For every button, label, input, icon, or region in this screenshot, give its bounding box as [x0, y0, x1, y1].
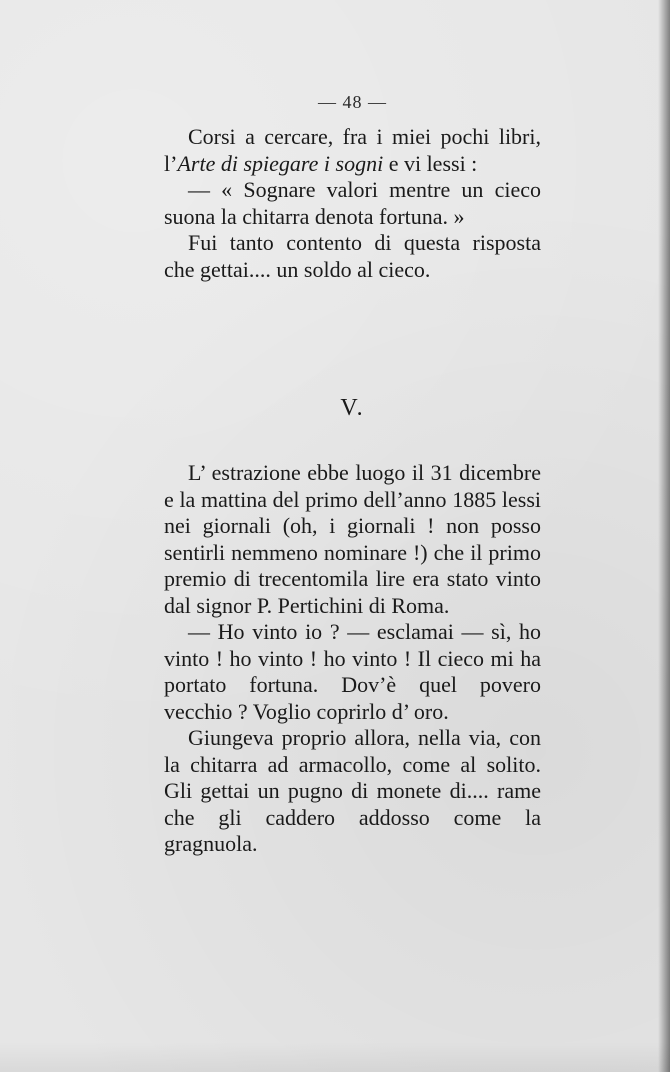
page-number: — 48 — [318, 92, 387, 112]
book-title-italic: Arte di spiegare i sogni [177, 150, 384, 176]
text-block-bottom [164, 460, 541, 858]
paragraph-giungeva: Giungeva proprio allora, nella via, con la chitarra ad armacollo, come al solito. Gli gettai un pugno di monete di.... rame che gli caddero addosso come la gragnuola. [164, 725, 541, 856]
paragraph-risposta: Fui tanto contento di questa risposta che gettai.... un soldo al cieco. [164, 230, 541, 282]
page-bottom-shade [0, 1042, 670, 1072]
text-block-top [164, 124, 541, 283]
paragraph-ho-vinto: — Ho vinto io ? — esclamai — sì, ho vinto ! ho vinto ! ho vinto ! Il cieco mi ha portato fortuna. Dov’è quel povero vecchio ? Voglio coprirlo d’ oro. [164, 619, 541, 724]
paragraph-corsi-suffix: e vi lessi : [383, 150, 478, 176]
paragraph-corsi [164, 124, 541, 177]
page-edge-shadow [658, 0, 670, 1072]
paragraph-estrazione: L’ estrazione ebbe luogo il 31 dicembre e la mattina del primo dell’anno 1885 lessi nei giornali (oh, i giornali ! non posso sentirli nemmeno nominare !) che il primo premio di trecentomila lire era stato vinto dal signor P. Pertichini di Roma. [164, 460, 541, 618]
section-heading: V. [340, 395, 365, 421]
paragraph-quote: — « Sognare valori mentre un cieco suona la chitarra denota fortuna. » [164, 177, 541, 229]
paragraph-corsi-prefix: Corsi a cercare, fra i miei pochi libri, l’ [164, 124, 541, 176]
